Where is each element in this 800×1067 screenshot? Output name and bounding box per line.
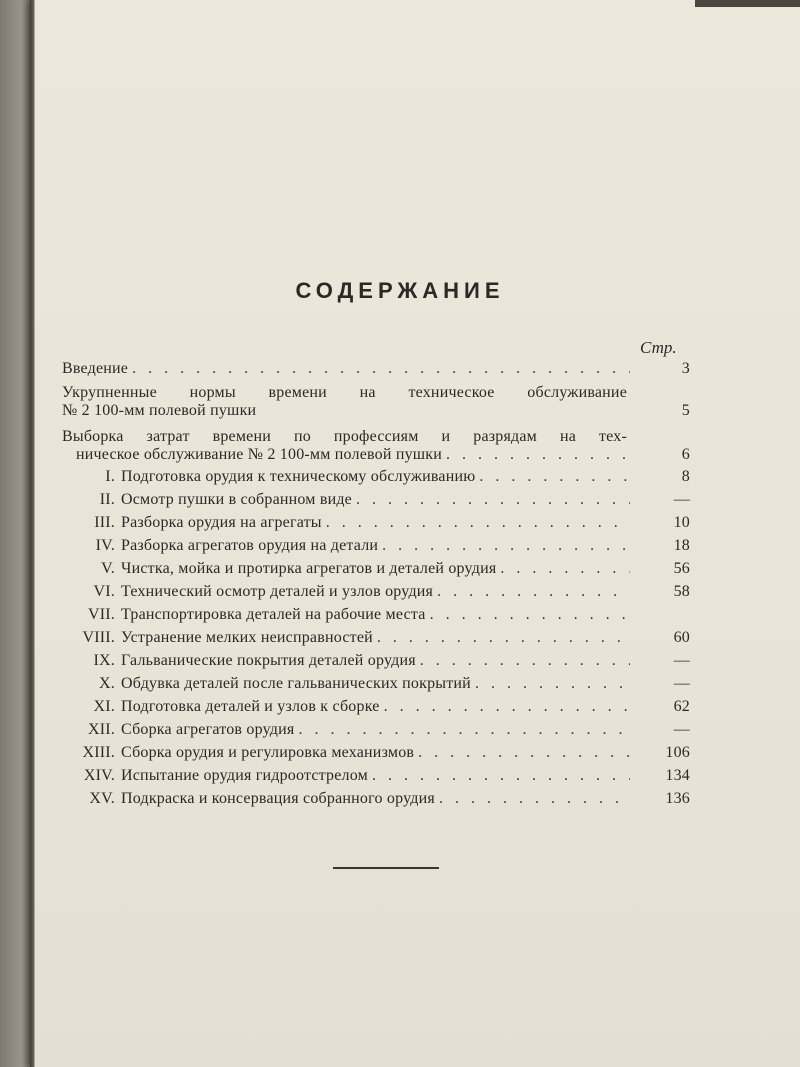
- entry-label: Обдувка деталей после гальванических покрытий: [121, 675, 471, 692]
- toc-entry-section: [62, 721, 690, 739]
- entry-label: Чистка, мойка и протирка агрегатов и деталей орудия: [121, 560, 497, 577]
- leader-dots: [382, 537, 630, 555]
- leader-dots: [420, 652, 630, 670]
- section-number: VII.: [87, 606, 115, 623]
- toc-entry-sampling: [62, 428, 690, 464]
- section-number: XIV.: [83, 767, 115, 784]
- entry-label: Подготовка орудия к техническому обслуживанию: [121, 468, 476, 485]
- section-number: XV.: [89, 790, 115, 807]
- section-number: VI.: [93, 583, 115, 600]
- entry-label: Осмотр пушки в собранном виде: [121, 491, 352, 508]
- entry-label-line1: Укрупненные нормы времени на техническое обслуживание: [62, 384, 627, 401]
- toc-entry-norms: [62, 384, 690, 420]
- entry-label-line1: Выборка затрат времени по профессиям и разрядам на тех-: [62, 428, 627, 445]
- entry-page: —: [673, 491, 690, 508]
- page-column-header: Стр.: [640, 338, 677, 357]
- entry-label: № 2 100-мм полевой пушки: [62, 402, 257, 419]
- toc-entry-section: [62, 652, 690, 670]
- toc-entry-section: [62, 629, 690, 647]
- entry-page: 3: [681, 360, 690, 377]
- page-edge-shadow: [30, 0, 35, 1067]
- closing-rule: [333, 867, 439, 869]
- entry-page: 58: [673, 583, 690, 600]
- leader-dots: [475, 675, 630, 693]
- leader-dots: [326, 514, 630, 532]
- entry-label: Разборка агрегатов орудия на детали: [121, 537, 379, 554]
- toc-entry-section: [62, 767, 690, 785]
- toc-entry-section: [62, 514, 690, 532]
- leader-dots: [372, 767, 630, 785]
- section-number: I.: [105, 468, 115, 485]
- leader-dots: [377, 629, 630, 647]
- entry-label: Разборка орудия на агрегаты: [121, 514, 322, 531]
- entry-label: Технический осмотр деталей и узлов орудия: [121, 583, 434, 600]
- section-number: V.: [101, 560, 115, 577]
- toc-entry-section: [62, 537, 690, 555]
- toc-entry-section: [62, 468, 690, 486]
- toc-entry-section: [62, 560, 690, 578]
- leader-dots: [384, 698, 630, 716]
- entry-label: Гальванические покрытия деталей орудия: [121, 652, 416, 669]
- entry-page: —: [673, 675, 690, 692]
- toc-entry-section: [62, 491, 690, 509]
- leader-dots: [132, 360, 630, 378]
- entry-label: Сборка орудия и регулировка механизмов: [121, 744, 415, 761]
- section-number: II.: [99, 491, 115, 508]
- leader-dots: [298, 721, 630, 739]
- entry-label: Подготовка деталей и узлов к сборке: [121, 698, 380, 715]
- entry-label: Подкраска и консервация собранного орудия: [121, 790, 435, 807]
- entry-page: —: [673, 652, 690, 669]
- leader-dots: [437, 583, 630, 601]
- toc-entry-section: [62, 698, 690, 716]
- leader-dots: [479, 468, 630, 486]
- leader-dots: [430, 606, 630, 624]
- leader-dots: [439, 790, 630, 808]
- toc-entry-intro: [62, 360, 690, 378]
- leader-dots: [500, 560, 630, 578]
- entry-label: Введение: [62, 360, 129, 377]
- entry-label: ническое обслуживание № 2 100-мм полевой пушки: [76, 446, 443, 463]
- entry-page: 136: [665, 790, 690, 807]
- leader-dots: [356, 491, 630, 509]
- section-number: IX.: [93, 652, 115, 669]
- leader-dots: [446, 446, 630, 464]
- leader-dots: [418, 744, 630, 762]
- entry-page: 5: [681, 402, 690, 419]
- entry-label: Испытание орудия гидроотстрелом: [121, 767, 368, 784]
- entry-page: 6: [681, 446, 690, 463]
- section-number: III.: [94, 514, 115, 531]
- contents-heading: СОДЕРЖАНИЕ: [295, 278, 505, 303]
- section-number: XIII.: [82, 744, 115, 761]
- table-of-contents: [62, 360, 690, 808]
- section-number: VIII.: [82, 629, 115, 646]
- toc-entry-section: [62, 606, 690, 624]
- section-number: X.: [99, 675, 115, 692]
- corner-mark: [695, 0, 800, 7]
- toc-entry-section: [62, 675, 690, 693]
- toc-entry-section: [62, 583, 690, 601]
- entry-page: 18: [673, 537, 690, 554]
- toc-entry-section: [62, 790, 690, 808]
- entry-page: 10: [673, 514, 690, 531]
- entry-page: —: [673, 721, 690, 738]
- entry-page: 56: [673, 560, 690, 577]
- section-number: IV.: [95, 537, 115, 554]
- entry-label: Сборка агрегатов орудия: [121, 721, 295, 738]
- entry-page: 8: [681, 468, 690, 485]
- entry-label: Устранение мелких неисправностей: [121, 629, 373, 646]
- toc-entry-section: [62, 744, 690, 762]
- entry-page: 134: [665, 767, 690, 784]
- entry-page: 62: [673, 698, 690, 715]
- entry-page: 106: [665, 744, 690, 761]
- entry-page: 60: [673, 629, 690, 646]
- section-number: XII.: [87, 721, 115, 738]
- section-number: XI.: [93, 698, 115, 715]
- entry-label: Транспортировка деталей на рабочие места: [121, 606, 426, 623]
